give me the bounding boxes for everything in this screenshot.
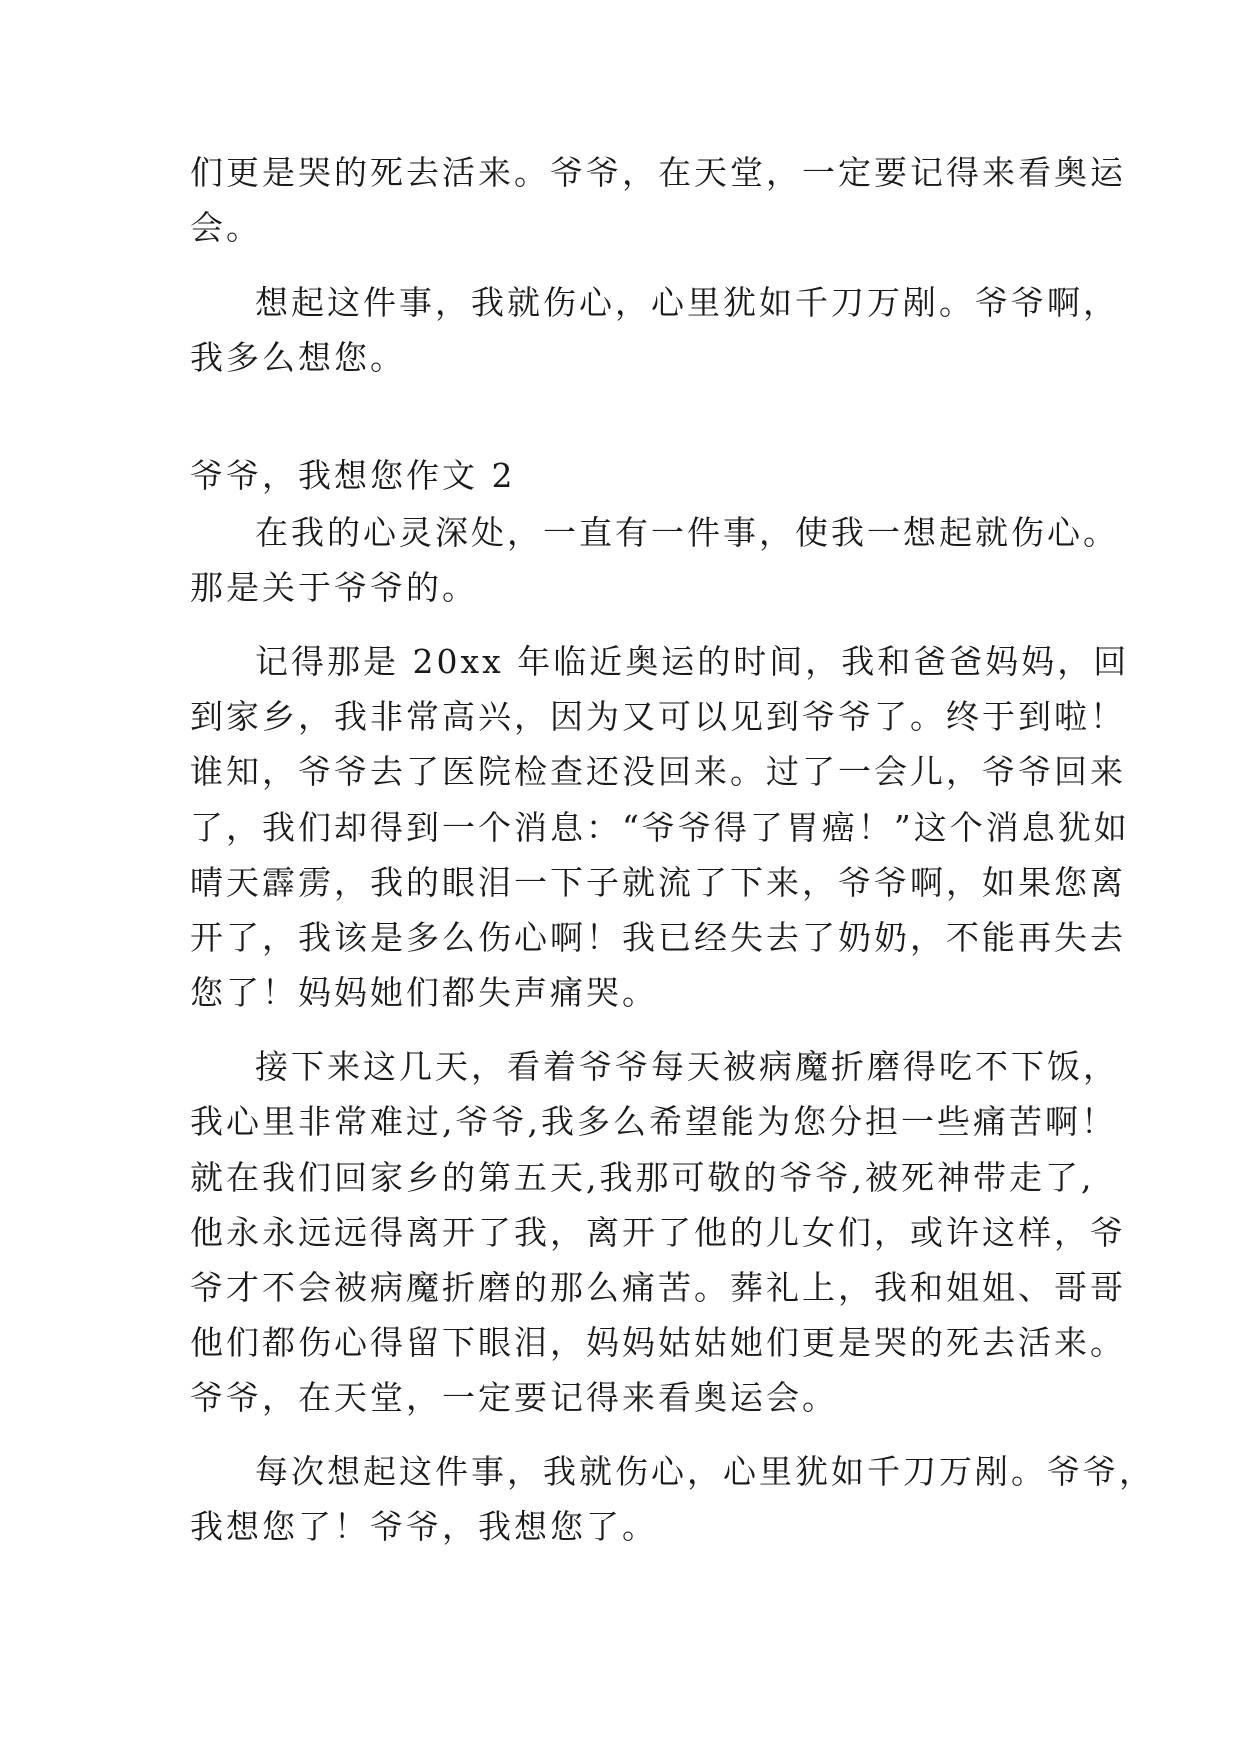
text-line: 会。 <box>190 208 262 247</box>
text-line: 晴天霹雳，我的眼泪一下子就流了下来，爷爷啊，如果您离 <box>190 863 1126 902</box>
text-line: 到家乡，我非常高兴，因为又可以见到爷爷了。终于到啦！ <box>190 697 1126 736</box>
text-line: 们更是哭的死去活来。爷爷，在天堂，一定要记得来看奥运 <box>190 153 1126 192</box>
text-line: 我多么想您。 <box>190 338 406 377</box>
text-line: 他们都伤心得留下眼泪，妈妈姑姑她们更是哭的死去活来。 <box>190 1323 1126 1362</box>
text-line: 那是关于爷爷的。 <box>190 568 478 607</box>
text-line: 了，我们却得到一个消息：“爷爷得了胃癌！”这个消息犹如 <box>190 808 1130 847</box>
essay-title: 爷爷，我想您作文 2 <box>190 456 516 495</box>
text-line: 谁知，爷爷去了医院检查还没回来。过了一会儿，爷爷回来 <box>190 752 1126 791</box>
text-line: 想起这件事，我就伤心，心里犹如千刀万剐。爷爷啊， <box>255 283 1119 322</box>
text-line: 记得那是 20xx 年临近奥运的时间，我和爸爸妈妈，回 <box>255 642 1130 681</box>
text-line: 在我的心灵深处，一直有一件事，使我一想起就伤心。 <box>255 513 1119 552</box>
text-line: 您了！妈妈她们都失声痛哭。 <box>190 973 658 1012</box>
text-line: 开了，我该是多么伤心啊！我已经失去了奶奶，不能再失去 <box>190 918 1126 957</box>
text-line: 每次想起这件事，我就伤心，心里犹如千刀万剐。爷爷， <box>255 1452 1155 1491</box>
text-line: 我想您了！爷爷，我想您了。 <box>190 1507 658 1546</box>
text-line: 接下来这几天，看着爷爷每天被病魔折磨得吃不下饭， <box>255 1047 1119 1086</box>
text-line: 就在我们回家乡的第五天,我那可敬的爷爷,被死神带走了, <box>190 1158 1095 1197</box>
text-line: 爷才不会被病魔折磨的那么痛苦。葬礼上，我和姐姐、哥哥 <box>190 1268 1126 1307</box>
text-line: 他永永远远得离开了我，离开了他的儿女们，或许这样，爷 <box>190 1213 1126 1252</box>
text-line: 爷爷，在天堂，一定要记得来看奥运会。 <box>190 1378 838 1417</box>
text-line: 我心里非常难过,爷爷,我多么希望能为您分担一些痛苦啊！ <box>190 1102 1117 1141</box>
